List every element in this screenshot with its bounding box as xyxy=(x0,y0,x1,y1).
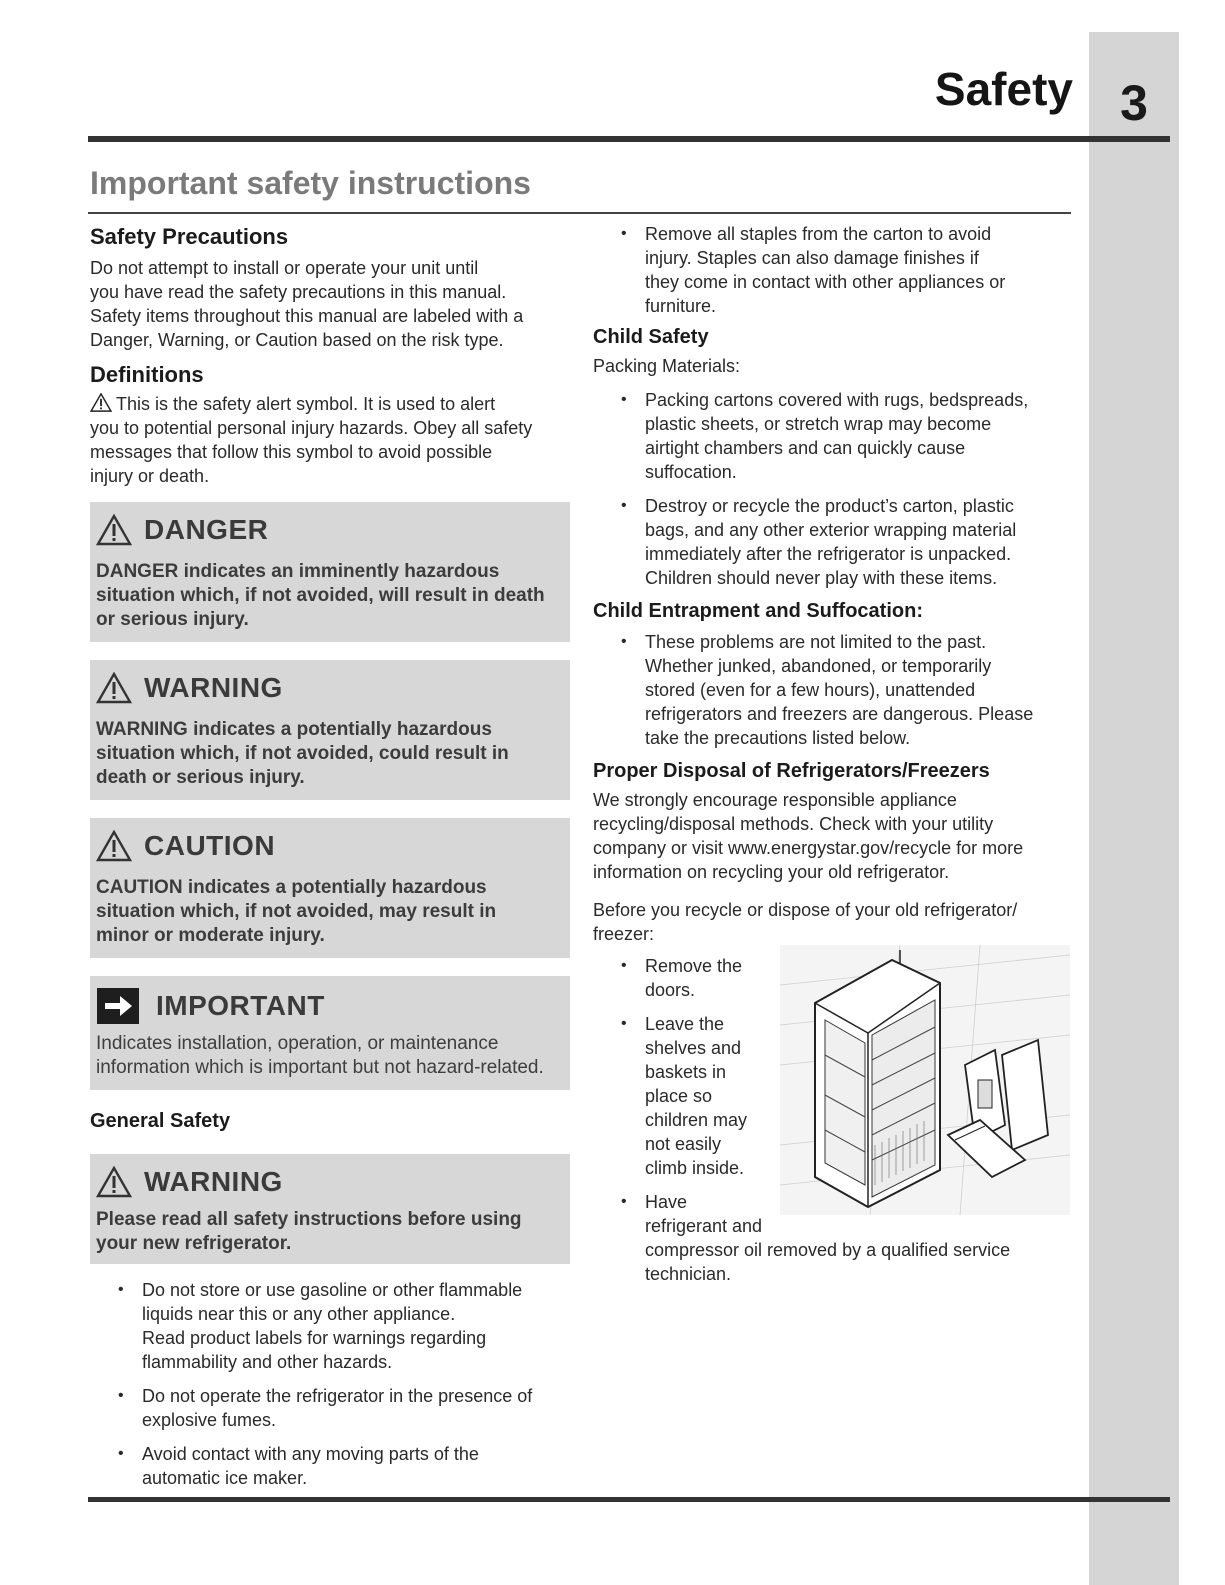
list-item: • Avoid contact with any moving parts of the automatic ice maker. xyxy=(90,1442,570,1490)
important-text: Indicates installation, operation, or maintenance information which is important but not hazard-related. xyxy=(96,1033,544,1078)
definitions-heading: Definitions xyxy=(90,362,204,387)
before-recycle-paragraph: Before you recycle or dispose of your old refrigerator/ freezer: xyxy=(593,900,1018,944)
warning-triangle-icon xyxy=(96,672,132,704)
precautions-text: Do not attempt to install or operate your unit until you have read the safety precautions in this manual. Safety items throughout this manual are labeled with a Danger, Warning, or Caution based on the risk type. xyxy=(90,258,524,350)
danger-box xyxy=(90,502,570,642)
safety-precautions-heading: Safety Precautions xyxy=(90,224,289,249)
section-title: Important safety instructions xyxy=(90,165,531,201)
general-warning-box xyxy=(90,1154,570,1264)
page-number: 3 xyxy=(1120,75,1148,131)
staples-list xyxy=(593,222,1073,318)
chapter-tab xyxy=(1089,32,1179,1585)
entrapment-list xyxy=(593,630,1073,750)
child-safety-list xyxy=(593,388,1073,590)
disposal-heading: Proper Disposal of Refrigerators/Freezers xyxy=(593,760,990,782)
warning-text: WARNING indicates a potentially hazardous situation which, if not avoided, could result in death or serious injury. xyxy=(96,719,509,788)
caution-box xyxy=(90,818,570,958)
page-header-title: Safety xyxy=(934,63,1073,115)
child-safety-heading: Child Safety xyxy=(593,326,709,348)
warning-label: WARNING xyxy=(144,672,283,703)
packing-materials-label: Packing Materials: xyxy=(593,356,741,376)
general-safety-list xyxy=(90,1278,570,1490)
warning-triangle-icon xyxy=(96,830,132,862)
arrow-right-icon xyxy=(96,986,140,1026)
list-item: • These problems are not limited to the past. Whether junked, abandoned, or temporarily stored (even for a few hours), unattended refrigerators and freezers are dangerous. Please take the precautions listed below. xyxy=(593,630,1073,750)
warning-box xyxy=(90,660,570,800)
general-warning-label: WARNING xyxy=(144,1166,283,1197)
important-box xyxy=(90,976,570,1090)
general-warning-text: Please read all safety instructions before using your new refrigerator. xyxy=(96,1209,522,1254)
section-rule xyxy=(88,212,1071,214)
warning-triangle-icon xyxy=(96,1166,132,1198)
safety-alert-icon xyxy=(90,393,112,412)
danger-text: DANGER indicates an imminently hazardous situation which, if not avoided, will result in death or serious injury. xyxy=(96,561,545,630)
disposal-paragraph: We strongly encourage responsible appliance recycling/disposal methods. Check with your utility company or visit www.energystar.gov/recycle for more information on recycling your old refrigerator. xyxy=(593,790,1024,882)
list-item: • Packing cartons covered with rugs, bedspreads, plastic sheets, or stretch wrap may become airtight chambers and can quickly cause suffocation. xyxy=(593,388,1073,484)
warning-triangle-icon xyxy=(96,514,132,546)
bottom-rule xyxy=(88,1497,1170,1502)
list-item: • Leave the shelves and baskets in place so children may not easily climb inside. xyxy=(593,1012,1073,1180)
list-item: • Remove the doors. xyxy=(593,954,1073,1002)
list-item: • Have refrigerant and compressor oil removed by a qualified service technician. xyxy=(593,1190,1073,1286)
list-item: • Destroy or recycle the product’s carton, plastic bags, and any other exterior wrapping material immediately after the refrigerator is unpacked. Children should never play with these items. xyxy=(593,494,1073,590)
caution-text: CAUTION indicates a potentially hazardous situation which, if not avoided, may result in minor or moderate injury. xyxy=(96,877,497,946)
top-rule xyxy=(88,136,1170,142)
important-label: IMPORTANT xyxy=(156,990,325,1021)
entrapment-heading: Child Entrapment and Suffocation: xyxy=(593,600,923,622)
general-safety-heading: General Safety xyxy=(90,1110,231,1132)
list-item: • Do not store or use gasoline or other flammable liquids near this or any other appliance. Read product labels for warnings regarding flammability and other hazards. xyxy=(90,1278,570,1374)
left-column xyxy=(90,222,570,1500)
list-item: • Remove all staples from the carton to avoid injury. Staples can also damage finishes if they come in contact with other appliances or furniture. xyxy=(593,222,1073,318)
definitions-text: This is the safety alert symbol. It is used to alert you to potential personal injury hazards. Obey all safety messages that follow this symbol to avoid possible injury or death. xyxy=(90,394,533,486)
caution-label: CAUTION xyxy=(144,830,276,861)
list-item: • Do not operate the refrigerator in the presence of explosive fumes. xyxy=(90,1384,570,1432)
refrigerator-illustration xyxy=(780,945,1070,1215)
danger-label: DANGER xyxy=(144,514,269,545)
